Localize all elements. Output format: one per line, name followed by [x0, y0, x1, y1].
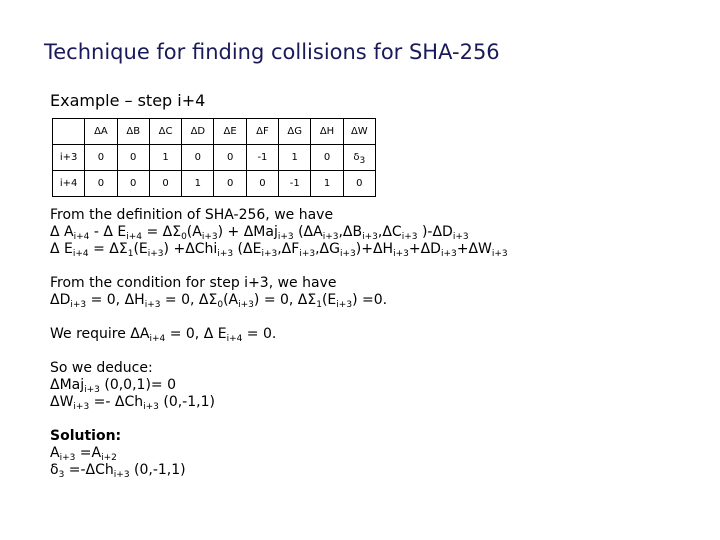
table-header-cell: ΔW	[343, 119, 375, 145]
text-line: Δ $E_{i+4} = \Delta\Sigma_1(E_{i+3}) +\Delta Chi_{i+3}$ $(\Delta E_{i+3},\Delta F_{i+3},\Delta G_{i+3})+\Delta H_{i+3}+\Delta D_{i+3}+\Delta W_{i+3}$	[50, 241, 508, 259]
table-cell: 1	[279, 145, 311, 171]
table-cell: 0	[182, 145, 214, 171]
table-cell: -1	[279, 171, 311, 197]
table-cell: 0	[246, 171, 278, 197]
table-cell: 1	[311, 171, 343, 197]
table-header-cell: ΔG	[279, 119, 311, 145]
text-line: We require $\Delta A_{i+4} = 0$, Δ $E_{i+4} = 0$.	[50, 326, 277, 344]
text-line: $\Delta D_{i+3} = 0$, $\Delta H_{i+3} = 0$, $\Delta\Sigma_0(A_{i+3}) = 0$, $\Delta\Sigma_1(E_{i+3}) =0$.	[50, 292, 388, 310]
table-header-row	[53, 119, 376, 145]
table-cell: 0	[117, 145, 149, 171]
table-cell: 0	[343, 171, 375, 197]
table-cell: 0	[149, 171, 181, 197]
table-cell: 0	[214, 145, 246, 171]
paragraph-solution	[50, 428, 508, 479]
paragraph-definition	[50, 207, 508, 258]
paragraph-deduction	[50, 360, 508, 411]
table-cell: 0	[311, 145, 343, 171]
table-cell: 0	[85, 171, 117, 197]
table-header-cell: ΔF	[246, 119, 278, 145]
table-cell: 0	[85, 145, 117, 171]
table-cell: 1	[182, 171, 214, 197]
table-cell: i+3	[53, 145, 85, 171]
text-line: From the condition for step i+3, we have	[50, 275, 337, 291]
text-line: $\delta_3 =-\Delta Ch_{i+3}$ (0,-1,1)	[50, 462, 186, 480]
slide-title: Technique for finding collisions for SHA-256	[44, 40, 500, 64]
table-header-cell: ΔD	[182, 119, 214, 145]
table-header-cell	[53, 119, 85, 145]
text-line: From the definition of SHA-256, we have	[50, 207, 334, 223]
table-row	[53, 145, 376, 171]
text-line: ΔMaj$_{i+3}$ (0,0,1)= 0	[50, 377, 176, 395]
table-cell: 0	[117, 171, 149, 197]
table-header-cell: ΔC	[149, 119, 181, 145]
slide-subtitle: Example – step i+4	[50, 91, 206, 110]
table-cell: 1	[149, 145, 181, 171]
text-line: So we deduce:	[50, 360, 153, 376]
table-cell: $\delta_3$	[343, 145, 375, 171]
paragraph-condition	[50, 275, 508, 309]
table-header-cell: ΔA	[85, 119, 117, 145]
differential-table	[52, 118, 376, 197]
table-row	[53, 171, 376, 197]
table-header-cell: ΔE	[214, 119, 246, 145]
paragraph-requirement	[50, 326, 508, 343]
text-line: Solution:	[50, 428, 122, 444]
text-line: $\Delta W_{i+3} =- \Delta Ch_{i+3}$ (0,-1,1)	[50, 394, 215, 412]
text-line: Δ $A_{i+4}$ - Δ $E_{i+4} = \Delta\Sigma_0(A_{i+3}) + \Delta Maj_{i+3}$ ($\Delta A_{i+3},\Delta B_{i+3},\Delta C_{i+3}$ )$-\Delta D_{i+3}$	[50, 224, 469, 242]
derivation-text	[50, 207, 508, 479]
table-header-cell: ΔB	[117, 119, 149, 145]
text-line: $A_{i+3} =A_{i+2}$	[50, 445, 117, 463]
table-header-cell: ΔH	[311, 119, 343, 145]
table-cell: -1	[246, 145, 278, 171]
table-cell: i+4	[53, 171, 85, 197]
table-cell: 0	[214, 171, 246, 197]
